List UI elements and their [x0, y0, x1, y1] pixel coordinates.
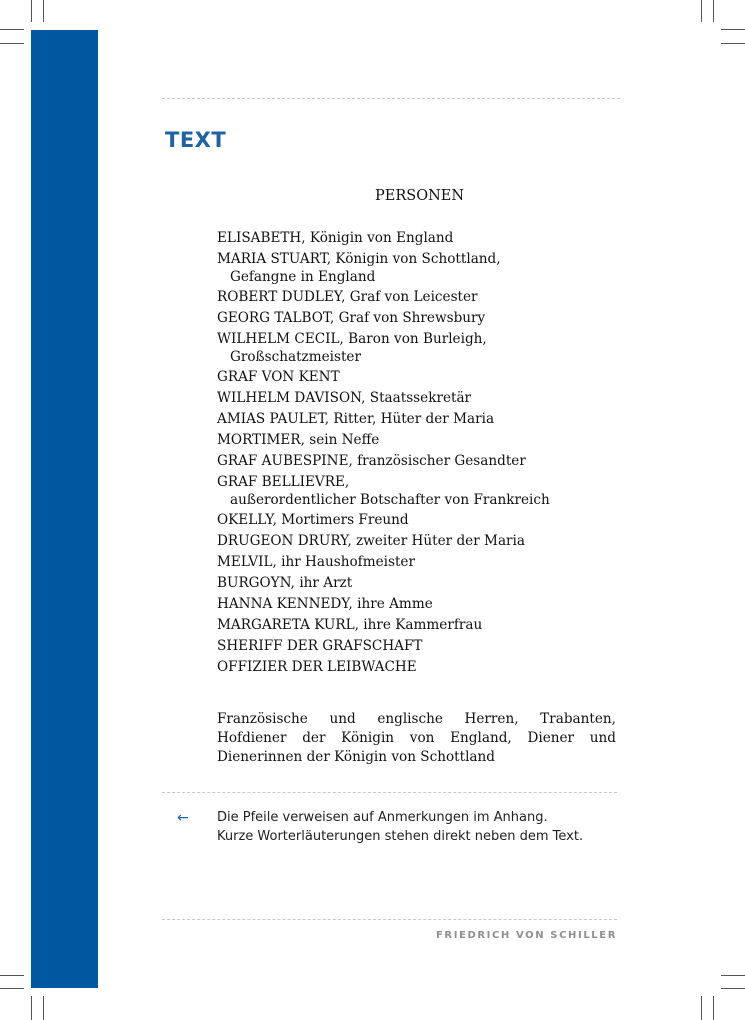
cast-entry — [217, 287, 627, 308]
cast-entry-name: BURGOYN, ihr Arzt — [217, 575, 353, 591]
cast-entry-name: MARIA STUART, Königin von Schottland, — [217, 251, 501, 267]
blue-sidebar — [31, 30, 98, 988]
cast-entry — [217, 329, 627, 367]
cast-entry-name: MELVIL, ihr Haushofmeister — [217, 554, 415, 570]
cast-entry-name: MORTIMER, sein Neffe — [217, 432, 380, 448]
cast-entry-continuation: Gefangne in England — [230, 269, 376, 285]
arrow-left-icon: ← — [177, 810, 189, 826]
cast-entry — [217, 430, 627, 451]
cast-entry-name: AMIAS PAULET, Ritter, Hüter der Maria — [217, 411, 495, 427]
cast-entry-name: ROBERT DUDLEY, Graf von Leicester — [217, 289, 478, 305]
cast-entry — [217, 472, 627, 510]
note-divider — [162, 792, 617, 793]
cast-entry-name: GRAF BELLIEVRE, — [217, 474, 350, 490]
extras-paragraph: Französische und englische Herren, Trabanten, Hofdiener der Königin von England, Diener und Dienerinnen der Königin von Schottland — [217, 711, 616, 765]
cast-entry — [217, 249, 627, 287]
section-title: TEXT — [165, 128, 227, 152]
cast-entry — [217, 552, 627, 573]
cast-entry-name: GEORG TALBOT, Graf von Shrewsbury — [217, 310, 486, 326]
cast-entry — [217, 451, 627, 472]
cast-entry — [217, 594, 627, 615]
cast-entry-name: OKELLY, Mortimers Freund — [217, 512, 409, 528]
cast-entry — [217, 657, 627, 678]
cast-entry-name: SHERIFF DER GRAFSCHAFT — [217, 638, 423, 654]
cast-entry — [217, 367, 627, 388]
cast-entry — [217, 228, 627, 249]
cast-entry-name: HANNA KENNEDY, ihre Amme — [217, 596, 433, 612]
cast-entry — [217, 409, 627, 430]
cast-entry-name: OFFIZIER DER LEIBWACHE — [217, 659, 417, 675]
cast-entry-continuation: außerordentlicher Botschafter von Frankreich — [230, 492, 550, 508]
cast-entry — [217, 510, 627, 531]
cast-entry — [217, 615, 627, 636]
cast-entry — [217, 573, 627, 594]
top-divider — [162, 98, 620, 99]
cast-entry-name: ELISABETH, Königin von England — [217, 230, 454, 246]
note-text — [217, 808, 583, 846]
footer-divider — [162, 919, 617, 920]
cast-list — [217, 228, 627, 678]
cast-entry-name: GRAF AUBESPINE, französischer Gesandter — [217, 453, 526, 469]
cast-entry-name: GRAF VON KENT — [217, 369, 340, 385]
cast-entry — [217, 636, 627, 657]
note-line: Die Pfeile verweisen auf Anmerkungen im Anhang. — [217, 810, 548, 825]
note-line: Kurze Worterläuterungen stehen direkt neben dem Text. — [217, 829, 584, 844]
footer-author: FRIEDRICH VON SCHILLER — [435, 930, 617, 941]
cast-heading: PERSONEN — [375, 188, 465, 204]
cast-entry-name: MARGARETA KURL, ihre Kammerfrau — [217, 617, 483, 633]
cast-entry-name: DRUGEON DRURY, zweiter Hüter der Maria — [217, 533, 525, 549]
cast-entry-continuation: Großschatzmeister — [230, 349, 361, 365]
cast-entry-name: WILHELM DAVISON, Staatssekretär — [217, 390, 472, 406]
cast-entry — [217, 388, 627, 409]
cast-entry-name: WILHELM CECIL, Baron von Burleigh, — [217, 331, 487, 347]
cast-entry — [217, 308, 627, 329]
cast-entry — [217, 531, 627, 552]
